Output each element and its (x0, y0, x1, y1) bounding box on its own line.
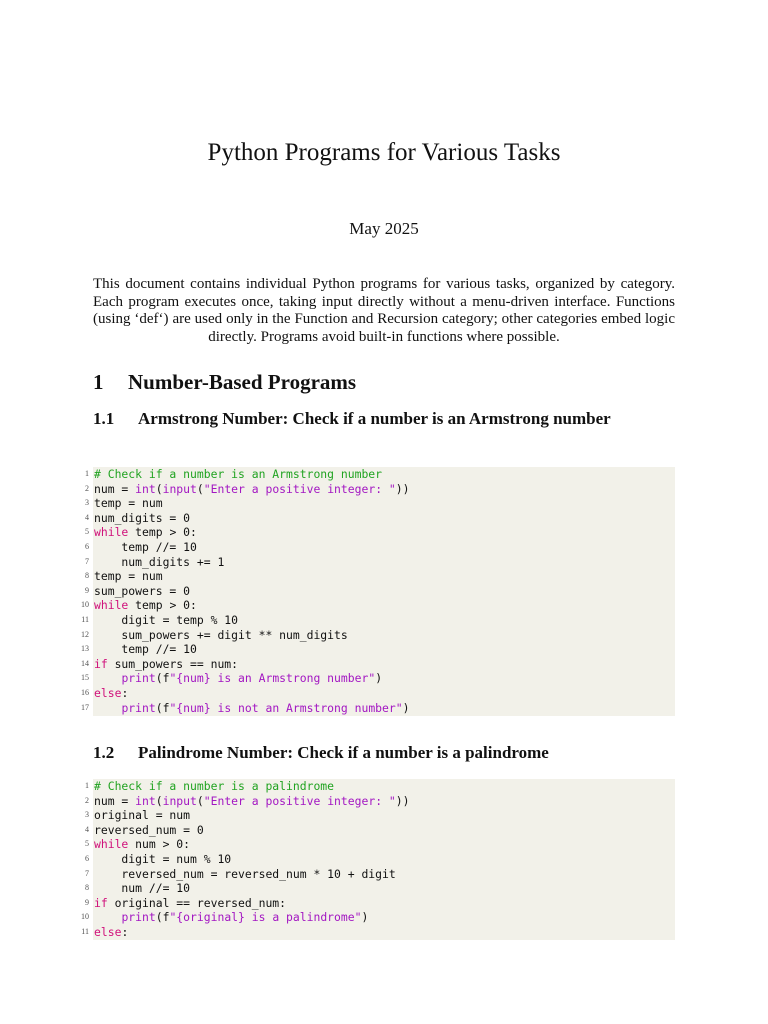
line-number: 16 (81, 687, 89, 697)
code-token: temp = num (94, 569, 163, 584)
line-number: 14 (81, 658, 89, 668)
code-token: digit = temp % 10 (94, 612, 239, 627)
code-token: # Check if a number is a palindrome (94, 779, 335, 793)
code-token: if (94, 895, 108, 910)
code-token: temp = num (94, 496, 163, 511)
code-text (93, 925, 128, 939)
code-text (93, 910, 368, 924)
line-number: 1 (85, 781, 89, 790)
code-line (81, 685, 675, 701)
code-token: sum_powers == num: (107, 656, 239, 671)
code-line (85, 851, 675, 867)
code-text (93, 569, 163, 583)
code-line (85, 881, 675, 896)
subsection-heading-palindrome (93, 742, 675, 764)
code-token: "{num} is not an Armstrong number" (169, 700, 403, 715)
code-token: ( (155, 481, 163, 496)
code-token: "Enter a positive integer: " (203, 481, 396, 496)
code-text (93, 896, 286, 910)
code-line (81, 627, 675, 643)
line-number: 7 (85, 868, 89, 878)
line-number: 8 (85, 571, 89, 581)
section-title: Number-Based Programs (128, 370, 357, 394)
code-token: sum_powers = 0 (94, 583, 191, 598)
code-token: print (121, 671, 156, 686)
code-line (81, 924, 675, 940)
code-line (85, 539, 675, 555)
line-number: 1 (85, 469, 89, 478)
code-token: )) (395, 793, 410, 808)
code-token: original == reversed_num: (107, 895, 287, 910)
code-token: (f (155, 910, 170, 925)
code-line (81, 700, 675, 716)
code-token: )) (395, 481, 410, 496)
code-text (93, 511, 190, 525)
code-text (93, 671, 382, 685)
code-line (81, 612, 675, 628)
section-number: 1 (93, 370, 104, 394)
line-number: 5 (85, 839, 89, 849)
code-text (93, 686, 128, 700)
abstract-paragraph: This document contains individual Python programs for various tasks, organized by category. Each program executes once, taking input directly without a menu-driven interface. Functions (using ‘def‘) are used only in the Function and Recursion category; other categories embed logic directly. Programs avoid built-in functions where possible. (93, 276, 675, 345)
code-line (85, 569, 675, 584)
code-text (93, 628, 348, 642)
line-number: 15 (81, 673, 89, 683)
line-number: 3 (85, 498, 89, 508)
code-listing-palindrome (81, 779, 675, 940)
code-text (93, 837, 190, 851)
code-token: "Enter a positive integer: " (203, 793, 396, 808)
line-number: 10 (81, 600, 89, 610)
code-text (93, 540, 197, 554)
subsection-title: Palindrome Number: Check if a number is a palindrome (138, 743, 549, 762)
code-token: while (94, 598, 129, 613)
code-text (93, 701, 409, 715)
code-token: num = (94, 793, 136, 808)
line-number: 13 (81, 644, 89, 654)
line-number: 6 (85, 853, 89, 863)
code-token (94, 671, 121, 685)
code-line (85, 866, 675, 882)
code-token: "{original} is a palindrome" (169, 910, 362, 925)
subsection-title: Armstrong Number: Check if a number is an Armstrong number (138, 409, 611, 428)
code-text (93, 808, 190, 822)
code-text (93, 584, 190, 598)
code-text (93, 496, 163, 510)
document-date: May 2025 (349, 219, 419, 238)
code-token: (f (155, 671, 170, 686)
line-number: 8 (85, 883, 89, 893)
code-token: int (135, 793, 156, 808)
section-heading-number-based (93, 368, 356, 396)
code-line (85, 525, 675, 540)
line-number: 2 (85, 483, 89, 493)
code-token: # Check if a number is an Armstrong number (94, 467, 383, 481)
code-token: sum_powers += digit ** num_digits (94, 627, 348, 642)
code-line (85, 779, 675, 794)
code-line (85, 467, 675, 482)
code-token: ) (375, 671, 383, 686)
document-title: Python Programs for Various Tasks (207, 139, 561, 166)
code-token: print (121, 910, 156, 925)
code-token (94, 701, 121, 715)
code-line (85, 808, 675, 823)
code-line (81, 656, 675, 672)
line-number: 4 (85, 512, 89, 522)
code-token: while (94, 525, 129, 540)
line-number: 9 (85, 897, 89, 907)
code-token (94, 910, 121, 924)
code-line (85, 822, 675, 838)
code-line (81, 642, 675, 657)
code-token: ) (361, 910, 369, 925)
code-token: : (121, 685, 129, 700)
code-line (85, 837, 675, 852)
code-token: digit = num % 10 (94, 851, 232, 866)
code-token: ) (402, 700, 410, 715)
line-number: 4 (85, 824, 89, 834)
subsection-heading-armstrong (93, 408, 675, 430)
code-text (93, 482, 410, 496)
subsection-number: 1.2 (93, 743, 115, 762)
line-number: 5 (85, 527, 89, 537)
line-number: 11 (81, 926, 89, 936)
subsection-number: 1.1 (93, 409, 115, 428)
code-text (93, 555, 224, 569)
code-text (93, 794, 410, 808)
code-token: : (121, 924, 129, 939)
code-token: temp //= 10 (94, 539, 197, 554)
code-text (93, 823, 204, 837)
line-number: 10 (81, 912, 89, 922)
code-line (85, 510, 675, 526)
line-number: 17 (81, 702, 89, 712)
code-token: print (121, 700, 156, 715)
code-line (85, 793, 675, 809)
code-line (81, 671, 675, 686)
line-number: 11 (81, 614, 89, 624)
code-line (81, 910, 675, 925)
code-token: num > 0: (128, 837, 191, 852)
code-token: num_digits = 0 (94, 510, 191, 525)
line-number: 9 (85, 585, 89, 595)
line-number: 2 (85, 795, 89, 805)
code-line (85, 895, 675, 911)
code-token: num_digits += 1 (94, 554, 225, 569)
code-line (85, 554, 675, 570)
code-token: ( (196, 793, 204, 808)
code-token: else (94, 685, 122, 700)
code-token: reversed_num = reversed_num * 10 + digit (94, 866, 396, 881)
code-token: int (135, 481, 156, 496)
code-text (93, 467, 382, 481)
code-token: ( (155, 793, 163, 808)
code-text (93, 598, 197, 612)
code-token: (f (155, 700, 170, 715)
code-token: if (94, 656, 108, 671)
code-line (85, 496, 675, 511)
code-token: else (94, 924, 122, 939)
line-number: 3 (85, 810, 89, 820)
code-token: while (94, 837, 129, 852)
code-token: temp //= 10 (94, 642, 197, 657)
code-text (93, 779, 334, 793)
code-text (93, 525, 197, 539)
code-token: reversed_num = 0 (94, 822, 204, 837)
code-token: num = (94, 481, 136, 496)
code-token: original = num (94, 808, 191, 823)
code-token: ( (196, 481, 204, 496)
code-text (93, 613, 238, 627)
code-token: input (162, 481, 197, 496)
code-line (85, 481, 675, 497)
line-number: 6 (85, 541, 89, 551)
code-token: temp > 0: (128, 525, 197, 540)
code-listing-armstrong (81, 467, 675, 716)
code-text (93, 852, 231, 866)
code-text (93, 881, 190, 895)
code-token: input (162, 793, 197, 808)
code-text (93, 657, 238, 671)
code-line (85, 583, 675, 599)
code-line (81, 598, 675, 613)
code-text (93, 642, 197, 656)
code-token: temp > 0: (128, 598, 197, 613)
code-token: num //= 10 (94, 881, 191, 896)
code-token: "{num} is an Armstrong number" (169, 671, 376, 686)
code-text (93, 867, 396, 881)
line-number: 7 (85, 556, 89, 566)
line-number: 12 (81, 629, 89, 639)
